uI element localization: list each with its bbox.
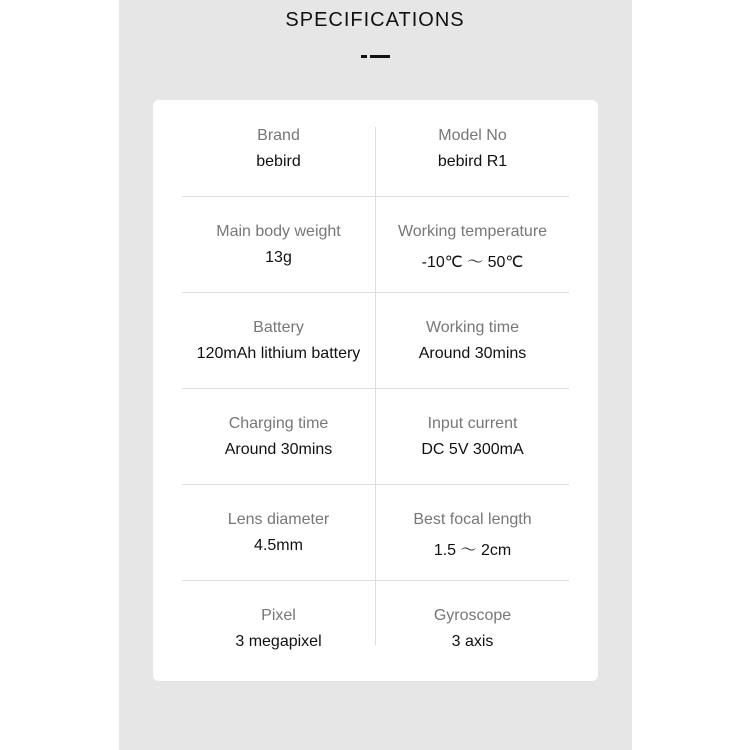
- spec-cell: [182, 484, 375, 555]
- spec-cell: [182, 388, 375, 459]
- spec-value: 1.5 ～ 2cm: [433, 542, 512, 559]
- spec-label: Brand: [257, 127, 300, 144]
- specifications-card: [153, 100, 598, 681]
- spec-value: bebird R1: [437, 153, 508, 170]
- spec-label: Pixel: [261, 607, 296, 624]
- spec-row: [182, 100, 569, 197]
- spec-label: Gyroscope: [433, 607, 512, 624]
- spec-label: Working time: [425, 319, 520, 336]
- page-title: SPECIFICATIONS: [285, 9, 465, 31]
- spec-value: DC 5V 300mA: [421, 441, 524, 458]
- spec-cell: [182, 196, 375, 267]
- spec-label: Lens diameter: [227, 511, 330, 528]
- spec-cell: [182, 292, 375, 363]
- spec-cell: [376, 580, 569, 651]
- spec-label: Battery: [253, 319, 304, 336]
- spec-label: Best focal length: [413, 511, 532, 528]
- spec-label: Charging time: [228, 415, 329, 432]
- title-dash-short: [361, 55, 367, 58]
- spec-value: Around 30mins: [418, 345, 527, 362]
- spec-label: Working temperature: [397, 223, 548, 240]
- spec-row: [182, 388, 569, 485]
- spec-cell: [376, 484, 569, 560]
- spec-value: 4.5mm: [254, 537, 303, 554]
- spec-cell: [376, 196, 569, 272]
- spec-cell: [182, 100, 375, 171]
- spec-cell: [182, 580, 375, 651]
- spec-value: 13g: [265, 249, 292, 266]
- spec-cell: [376, 388, 569, 459]
- spec-value: 120mAh lithium battery: [196, 345, 361, 362]
- spec-label: Model No: [438, 127, 507, 144]
- spec-value: bebird: [256, 153, 301, 170]
- spec-value: Around 30mins: [224, 441, 333, 458]
- spec-row: [182, 196, 569, 293]
- spec-row: [182, 580, 569, 676]
- spec-cell: [376, 100, 569, 171]
- title-dash-long: [370, 55, 390, 58]
- spec-value: 3 axis: [451, 633, 494, 650]
- spec-row: [182, 484, 569, 581]
- spec-label: Input current: [427, 415, 518, 432]
- spec-cell: [376, 292, 569, 363]
- spec-row: [182, 292, 569, 389]
- spec-value: -10℃ ～ 50℃: [421, 254, 524, 271]
- spec-value: 3 megapixel: [235, 633, 322, 650]
- spec-label: Main body weight: [216, 223, 341, 240]
